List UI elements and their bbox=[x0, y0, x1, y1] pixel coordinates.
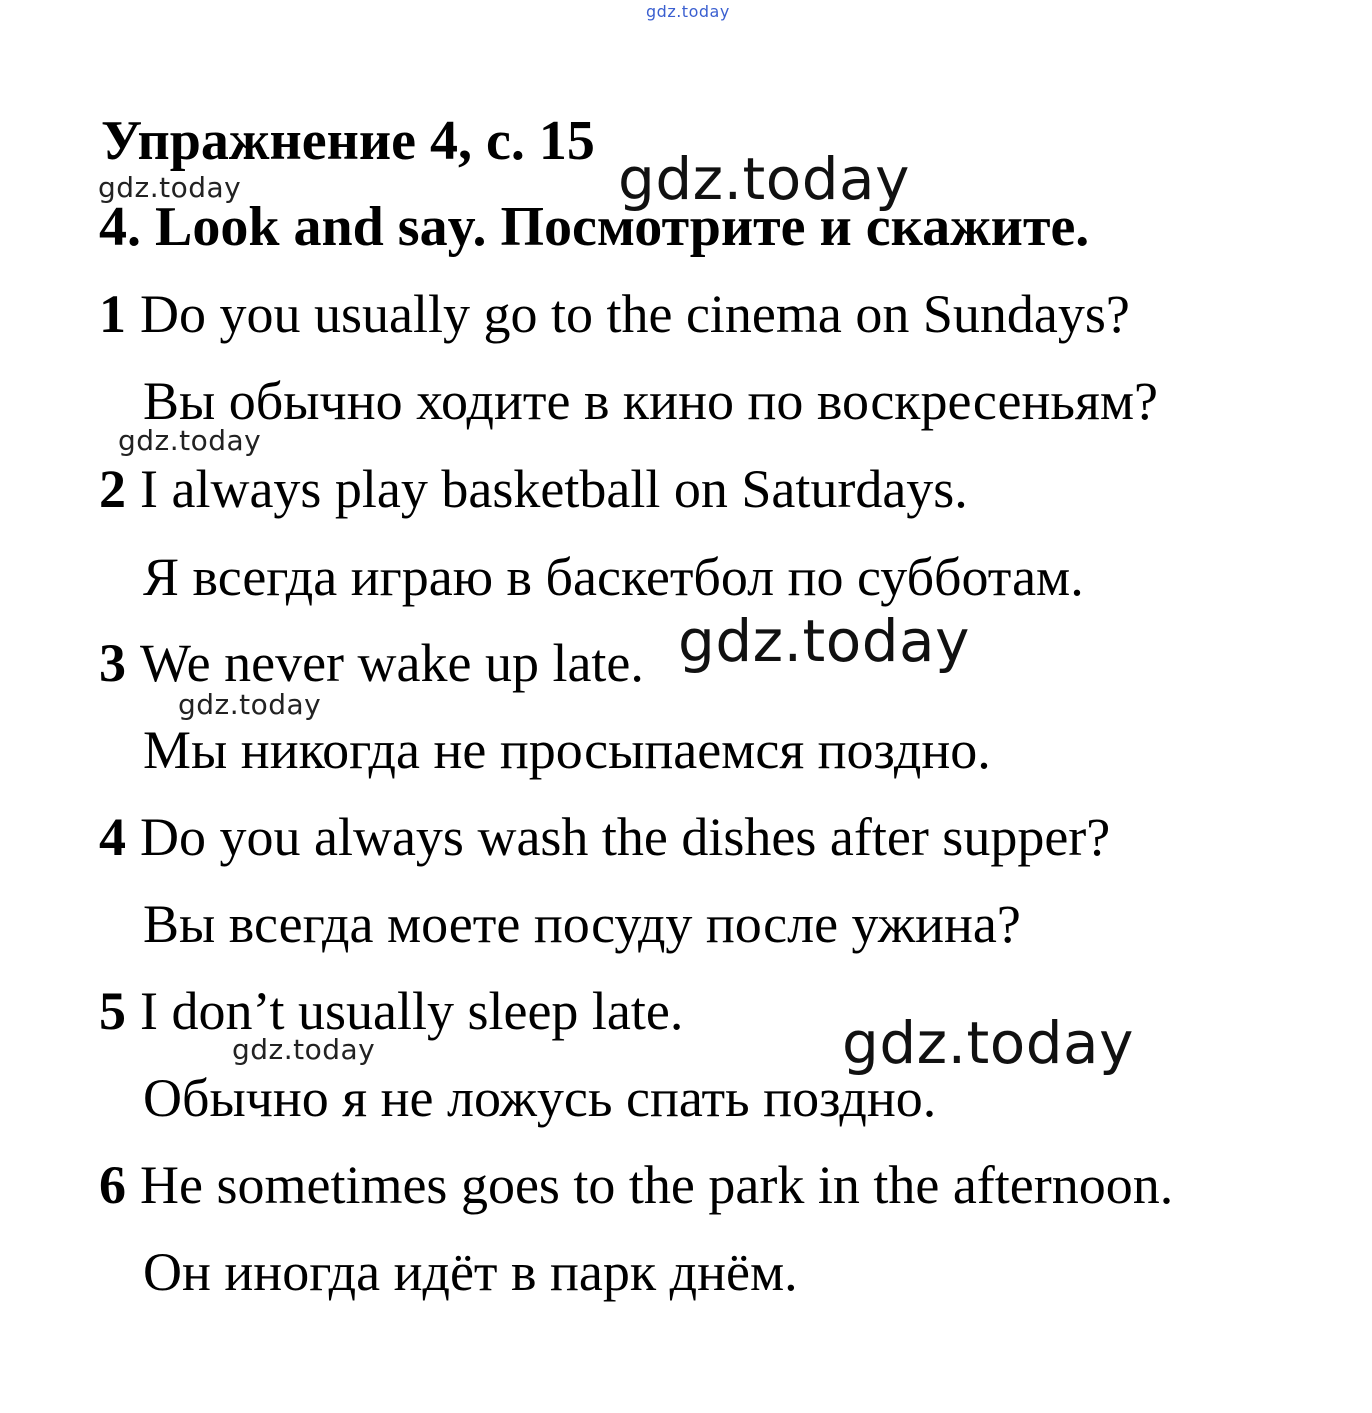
item-russian: Обычно я не ложусь спать поздно. bbox=[143, 1068, 937, 1128]
item-number: 6 bbox=[99, 1155, 126, 1215]
item-english: Do you usually go to the cinema on Sundays? bbox=[140, 284, 1130, 344]
task-instruction: 4. Look and say. Посмотрите и скажите. bbox=[99, 196, 1090, 258]
item-number: 2 bbox=[99, 459, 126, 519]
watermark-large: gdz.today bbox=[618, 145, 910, 213]
watermark-large: gdz.today bbox=[842, 1009, 1134, 1077]
item-english: We never wake up late. bbox=[140, 633, 644, 693]
list-item bbox=[99, 981, 684, 1041]
item-russian: Мы никогда не просыпаемся поздно. bbox=[143, 720, 991, 780]
item-english: Do you always wash the dishes after supper? bbox=[140, 807, 1111, 867]
watermark-small: gdz.today bbox=[178, 688, 322, 721]
watermark-small: gdz.today bbox=[98, 171, 242, 204]
watermark-small: gdz.today bbox=[232, 1033, 376, 1066]
item-english: I don’t usually sleep late. bbox=[140, 981, 684, 1041]
watermark-small: gdz.today bbox=[118, 424, 262, 457]
list-item bbox=[99, 284, 1130, 344]
item-russian: Я всегда играю в баскетбол по субботам. bbox=[143, 547, 1084, 607]
list-item bbox=[99, 807, 1111, 867]
item-number: 4 bbox=[99, 807, 126, 867]
item-russian: Вы обычно ходите в кино по воскресеньям? bbox=[143, 371, 1158, 431]
watermark-large: gdz.today bbox=[678, 607, 970, 675]
exercise-title: Упражнение 4, с. 15 bbox=[101, 110, 595, 172]
item-number: 5 bbox=[99, 981, 126, 1041]
item-russian: Вы всегда моете посуду после ужина? bbox=[143, 894, 1021, 954]
item-number: 1 bbox=[99, 284, 126, 344]
item-english: He sometimes goes to the park in the afternoon. bbox=[140, 1155, 1174, 1215]
list-item bbox=[99, 633, 644, 693]
item-number: 3 bbox=[99, 633, 126, 693]
list-item bbox=[99, 1155, 1174, 1215]
list-item bbox=[99, 459, 968, 519]
item-russian: Он иногда идёт в парк днём. bbox=[143, 1242, 798, 1302]
watermark-top: gdz.today bbox=[646, 2, 730, 21]
item-english: I always play basketball on Saturdays. bbox=[140, 459, 968, 519]
